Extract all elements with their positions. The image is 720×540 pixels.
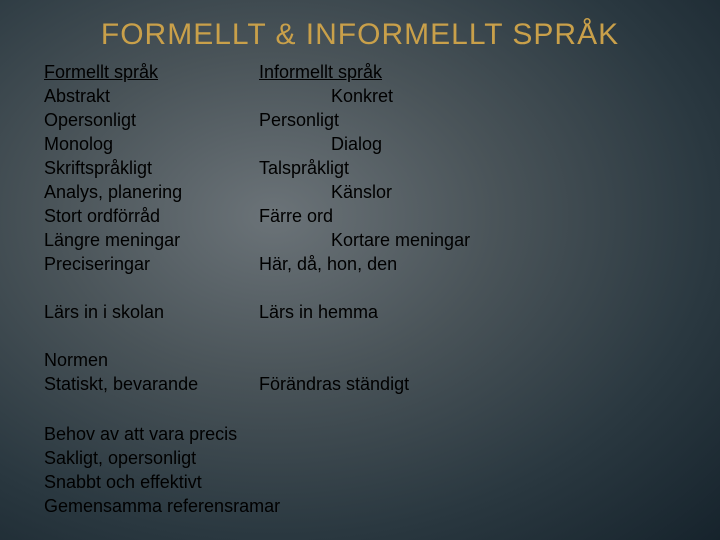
norm-line: Statiskt, bevarande <box>44 374 199 394</box>
norm-line: Normen <box>44 350 109 370</box>
formal-norm <box>44 348 198 396</box>
formal-needs <box>44 422 280 518</box>
formal-item: Abstrakt <box>44 86 111 106</box>
formal-column <box>44 60 182 276</box>
informal-header: Informellt språk <box>259 62 383 82</box>
formal-item: Längre meningar <box>44 230 181 250</box>
informal-item: Kortare meningar <box>331 230 471 250</box>
formal-item: Analys, planering <box>44 182 183 202</box>
formal-item: Monolog <box>44 134 114 154</box>
informal-item: Dialog <box>331 134 383 154</box>
formal-item: Stort ordförråd <box>44 206 161 226</box>
informal-item: Personligt <box>259 110 340 130</box>
formal-item: Skriftspråkligt <box>44 158 153 178</box>
needs-line: Gemensamma referensramar <box>44 496 281 516</box>
informal-change: Förändras ständigt <box>259 374 410 394</box>
informal-item: Konkret <box>331 86 394 106</box>
informal-item: Här, då, hon, den <box>259 254 398 274</box>
needs-line: Sakligt, opersonligt <box>44 448 197 468</box>
informal-item: Talspråkligt <box>259 158 350 178</box>
formal-item: Opersonligt <box>44 110 137 130</box>
needs-line: Behov av att vara precis <box>44 424 238 444</box>
formal-item: Preciseringar <box>44 254 151 274</box>
slide-title: FORMELLT & INFORMELLT SPRÅK <box>100 18 620 51</box>
informal-item: Känslor <box>331 182 393 202</box>
informal-home: Lärs in hemma <box>259 302 379 322</box>
formal-header: Formellt språk <box>44 62 159 82</box>
informal-column <box>259 60 470 276</box>
needs-line: Snabbt och effektivt <box>44 472 202 492</box>
formal-school: Lärs in i skolan <box>44 302 165 322</box>
informal-item: Färre ord <box>259 206 334 226</box>
